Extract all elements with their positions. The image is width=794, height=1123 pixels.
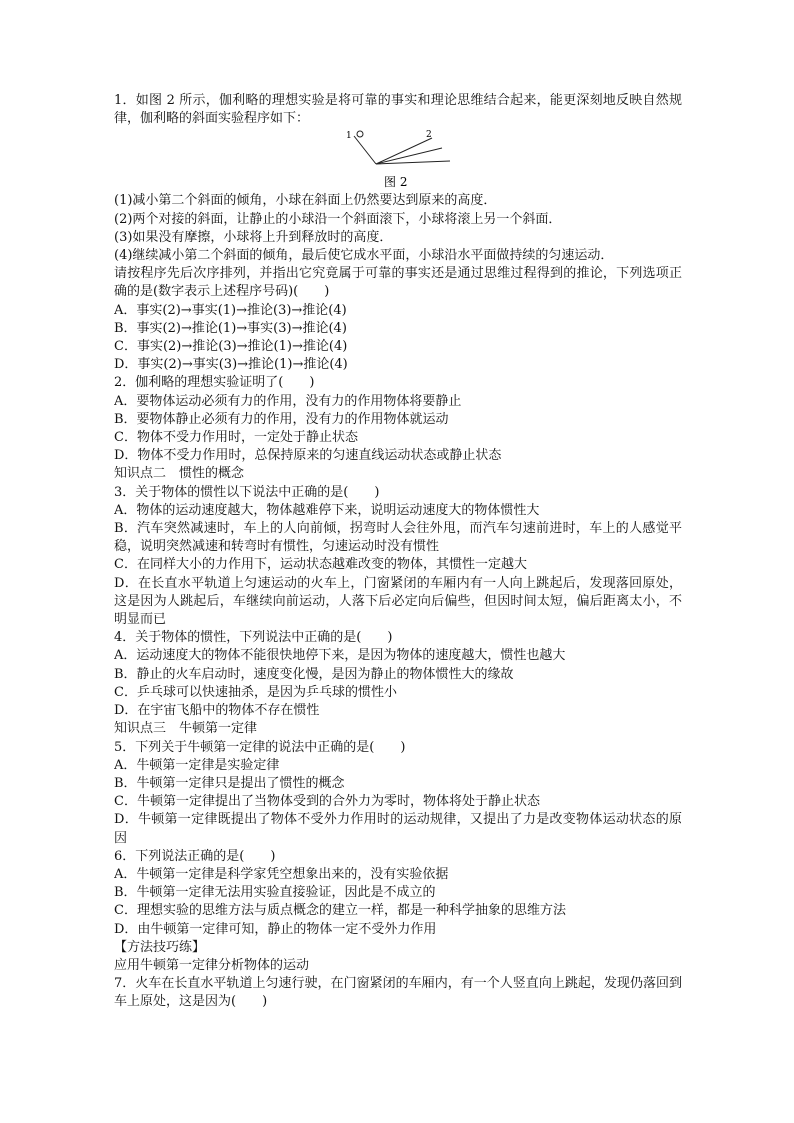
q6-option-d: D．由牛顿第一定律可知，静止的物体一定不受外力作用 — [114, 921, 437, 937]
q1-option-b: B．事实(2)→推论(1)→事实(3)→推论(4) — [114, 320, 347, 336]
q3-option-a: A．物体的运动速度越大，物体越难停下来，说明运动速度大的物体惯性大 — [114, 502, 540, 518]
q2-option-d: D．物体不受力作用时，总保持原来的匀速直线运动状态或静止状态 — [114, 448, 502, 464]
q1-option-a: A．事实(2)→事实(1)→推论(3)→推论(4) — [114, 302, 347, 318]
q1-ask: 请按程序先后次序排列，并指出它究竟属于可靠的事实还是通过思维过程得到的推论，下列选项正确的是(数字表示上述程序号码)( ) — [114, 266, 682, 300]
q2-stem: 2．伽利略的理想实验证明了( ) — [114, 375, 315, 391]
q6-stem: 6．下列说法正确的是( ) — [114, 848, 276, 864]
section-heading-2: 知识点二 惯性的概念 — [114, 466, 245, 482]
q3-option-c: C．在同样大小的力作用下，运动状态越难改变的物体，其惯性一定越大 — [114, 557, 527, 573]
figure-label-2: 2 — [426, 130, 432, 141]
q2-option-c: C．物体不受力作用时，一定处于静止状态 — [114, 430, 358, 446]
figure-caption: 图 2 — [384, 175, 408, 190]
q4-option-b: B．静止的火车启动时，速度变化慢，是因为静止的物体惯性大的缘故 — [114, 666, 514, 682]
q6-option-c: C．理想实验的思维方法与质点概念的建立一样，都是一种科学抽象的思维方法 — [114, 903, 566, 919]
q5-option-d: D．牛顿第一定律既提出了物体不受外力作用时的运动规律，又提出了力是改变物体运动状态的原因 — [114, 812, 682, 846]
q5-option-c: C．牛顿第一定律提出了当物体受到的合外力为零时，物体将处于静止状态 — [114, 794, 540, 810]
q4-option-a: A．运动速度大的物体不能很快地停下来，是因为物体的速度越大，惯性也越大 — [114, 648, 566, 664]
q6-option-a: A．牛顿第一定律是科学家凭空想象出来的，没有实验依据 — [114, 866, 449, 882]
q3-stem: 3．关于物体的惯性以下说法中正确的是( ) — [114, 484, 380, 500]
method-header: 【方法技巧练】 — [114, 939, 206, 955]
figure-label-1: 1 — [346, 131, 352, 142]
q6-option-b: B．牛顿第一定律无法用实验直接验证，因此是不成立的 — [114, 885, 436, 901]
q4-option-d: D．在宇宙飞船中的物体不存在惯性 — [114, 703, 320, 719]
q7-stem: 7．火车在长直水平轨道上匀速行驶，在门窗紧闭的车厢内，有一个人竖直向上跳起，发现仍落回到车上原处，这是因为( ) — [114, 976, 682, 1010]
q2-option-b: B．要物体静止必须有力的作用，没有力的作用物体就运动 — [114, 411, 449, 427]
q3-option-b: B．汽车突然减速时，车上的人向前倾，拐弯时人会往外甩，而汽车匀速前进时，车上的人感觉平稳，说明突然减速和转弯时有惯性，匀速运动时没有惯性 — [114, 521, 682, 555]
q4-stem: 4．关于物体的惯性，下列说法中正确的是( ) — [114, 630, 393, 646]
q1-step-4: (4)继续减小第二个斜面的倾角，最后使它成水平面，小球沿水平面做持续的匀速运动． — [114, 248, 614, 264]
worksheet-content — [114, 92, 682, 1012]
q1-step-3: (3)如果没有摩擦，小球将上升到释放时的高度． — [114, 229, 393, 245]
q1-option-d: D．事实(2)→事实(3)→推论(1)→推论(4) — [114, 357, 348, 373]
ball-icon — [357, 131, 363, 137]
q5-option-a: A．牛顿第一定律是实验定律 — [114, 757, 280, 773]
incline-diagram — [346, 128, 456, 190]
q2-option-a: A．要物体运动必须有力的作用，没有力的作用物体将要静止 — [114, 393, 462, 409]
q5-option-b: B．牛顿第一定律只是提出了惯性的概念 — [114, 775, 345, 791]
method-title: 应用牛顿第一定律分析物体的运动 — [114, 957, 310, 973]
q5-stem: 5．下列关于牛顿第一定律的说法中正确的是( ) — [114, 739, 406, 755]
section-heading-3: 知识点三 牛顿第一定律 — [114, 721, 258, 737]
q1-stem: 1．如图 2 所示，伽利略的理想实验是将可靠的事实和理论思维结合起来，能更深刻地反映自然规律，伽利略的斜面实验程序如下： — [114, 93, 682, 127]
q1-step-2: (2)两个对接的斜面，让静止的小球沿一个斜面滚下，小球将滚上另一个斜面． — [114, 211, 562, 227]
incline-figure — [114, 128, 682, 192]
q1-step-1: (1)减小第二个斜面的倾角，小球在斜面上仍然要达到原来的高度． — [114, 193, 497, 209]
q1-option-c: C．事实(2)→推论(3)→推论(1)→推论(4) — [114, 339, 348, 355]
q4-option-c: C．乒乓球可以快速抽杀，是因为乒乓球的惯性小 — [114, 684, 397, 700]
q3-option-d: D．在长直水平轨道上匀速运动的火车上，门窗紧闭的车厢内有一人向上跳起后，发现落回原处，这是因为人跳起后，车继续向前运动，人落下后必定向后偏些，但因时间太短，偏后距离太小，不明显而已 — [114, 575, 682, 628]
